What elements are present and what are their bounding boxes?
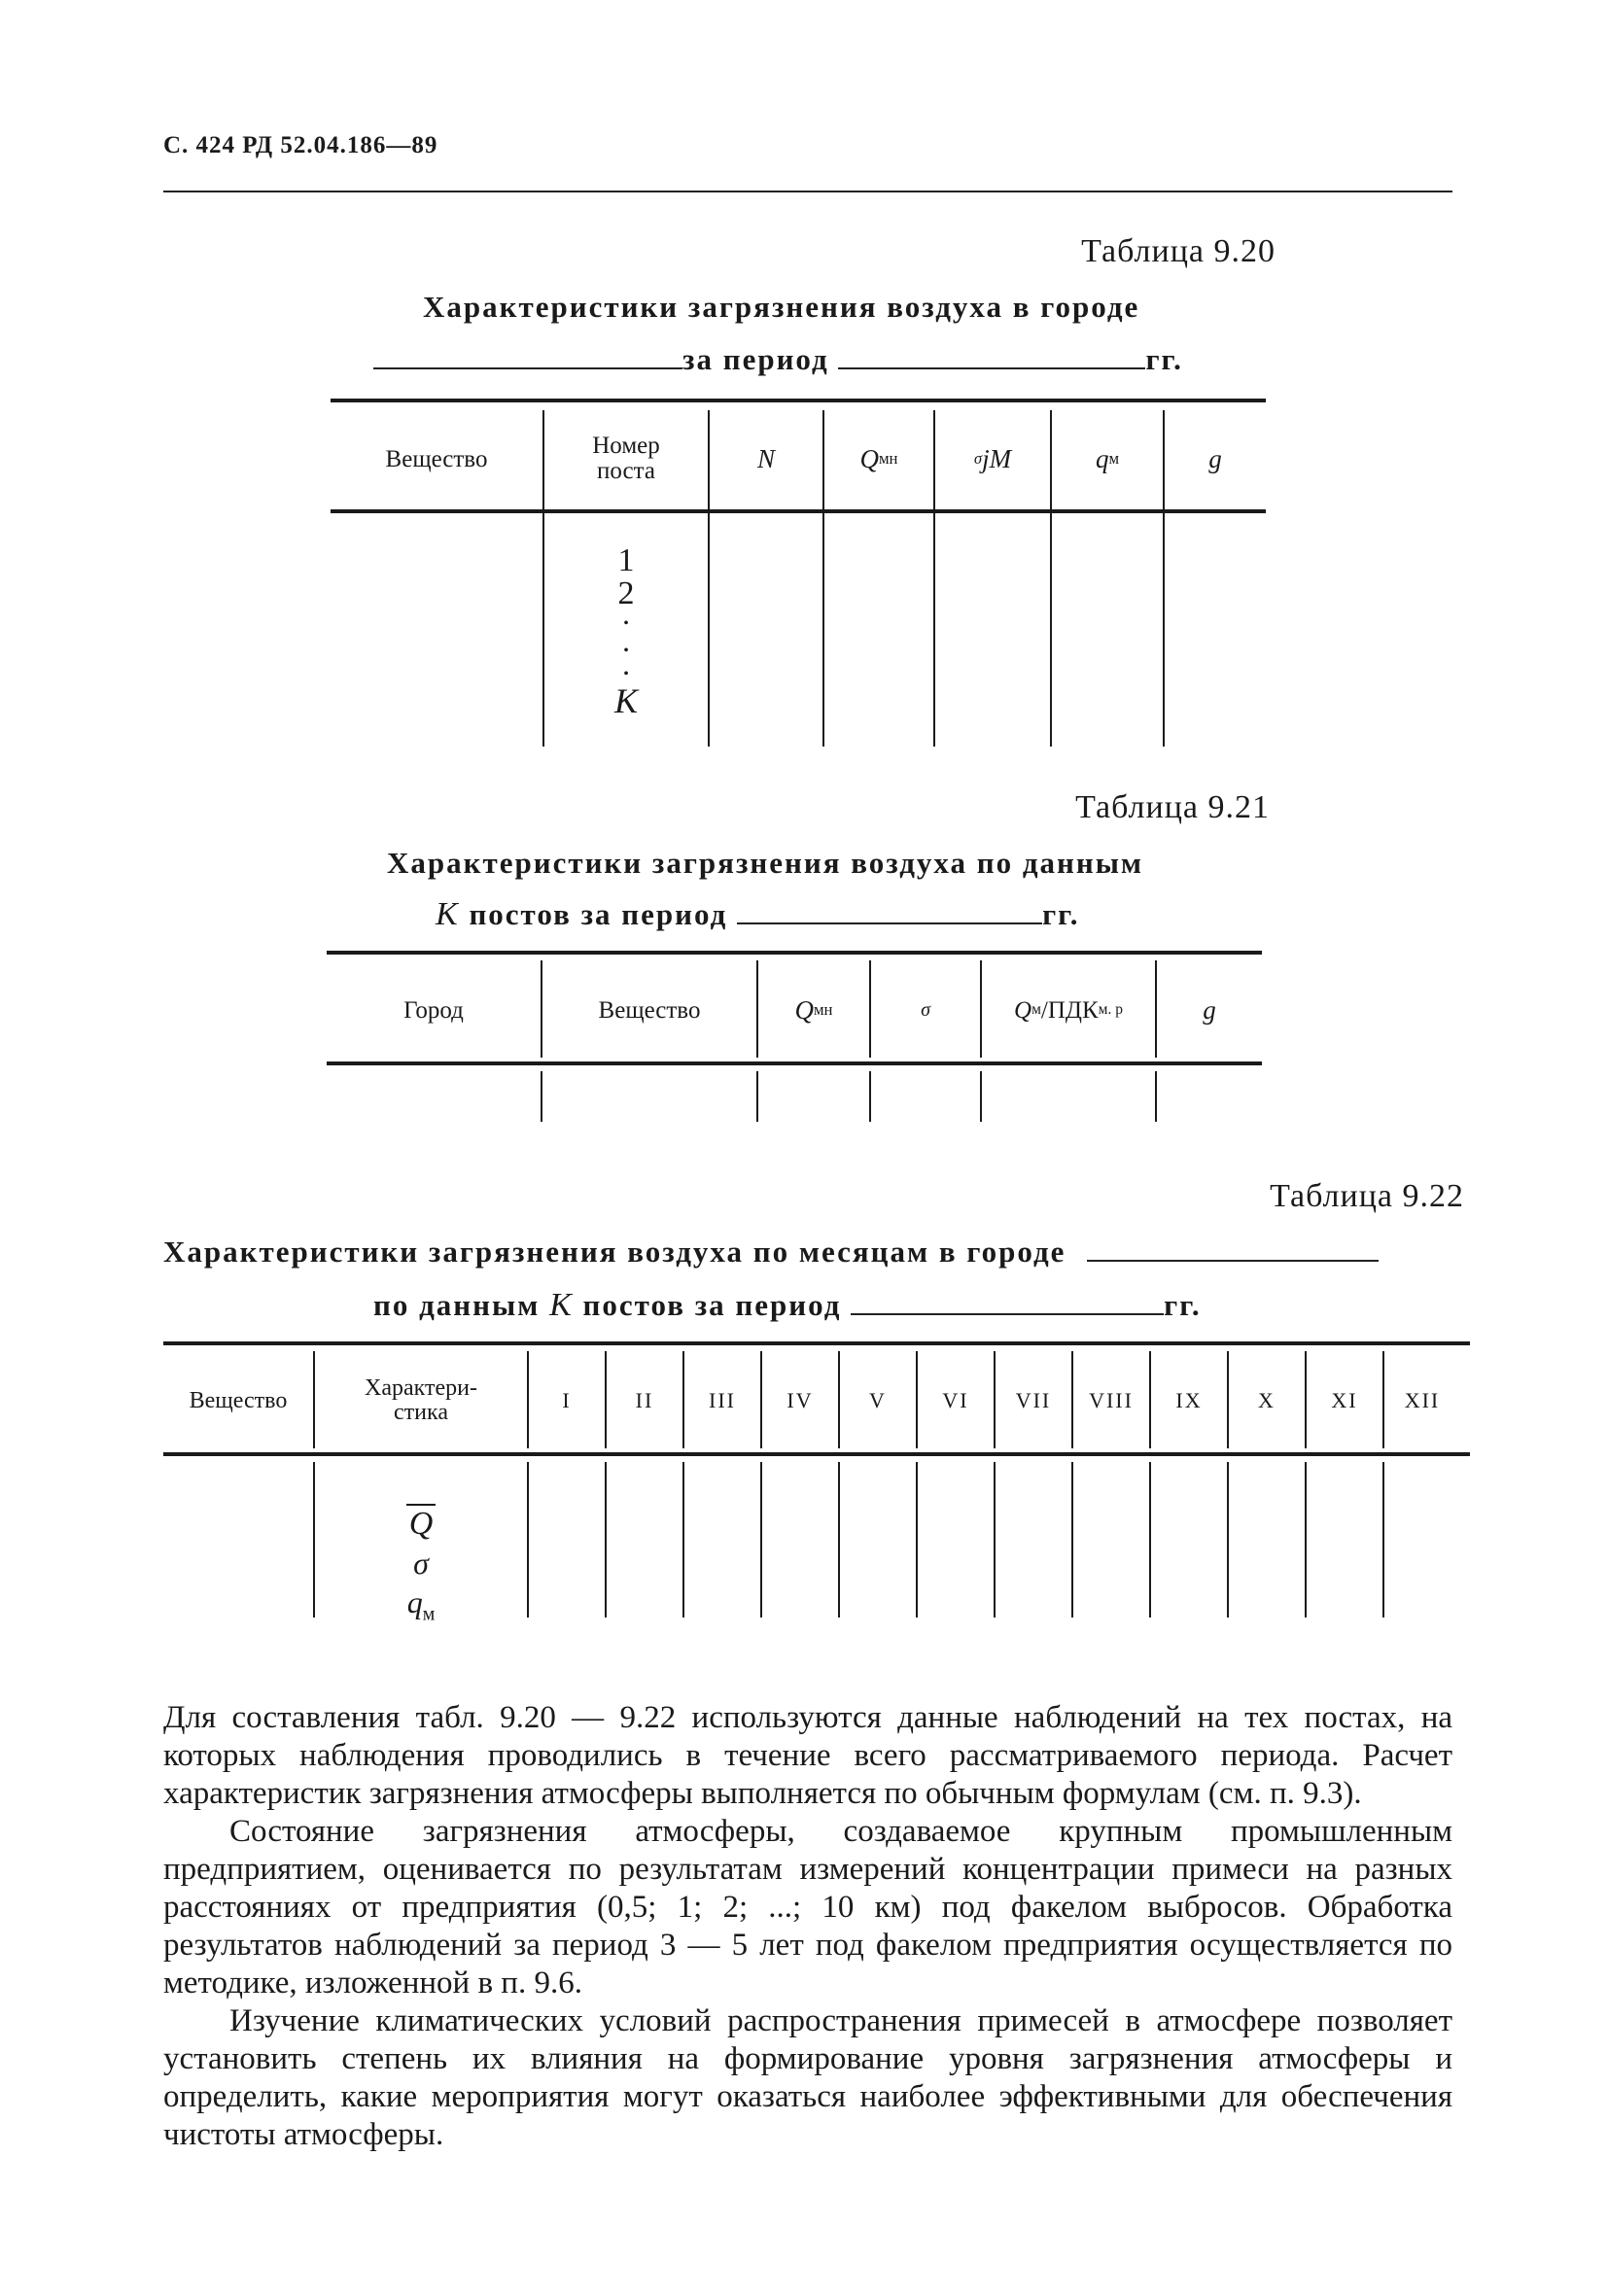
col-header-substance: Вещество xyxy=(385,445,488,472)
col-divider xyxy=(1071,1462,1073,1618)
col-header-g: g xyxy=(1208,443,1222,473)
paragraph-3: Изучение климатических условий распространения примесей в атмосфере позволяет установить степень их влияния на формирование уровня загрязнения атмосферы и определить, какие мероприятия могут оказаться наиболее эффективными для обеспечения чистоты атмосферы. xyxy=(163,2003,1452,2152)
col-header-month: I xyxy=(562,1388,572,1412)
col-header-month: II xyxy=(635,1388,654,1412)
col-header-month: XI xyxy=(1331,1388,1358,1412)
ellipsis-dot: • xyxy=(623,615,629,632)
col-header-month: IX xyxy=(1175,1388,1203,1412)
symbol-q-small: q xyxy=(1095,443,1109,473)
symbol-sigma: σ xyxy=(973,448,983,468)
title-text: Характеристики загрязнения воздуха по месяцам в городе xyxy=(163,1235,1066,1269)
symbol-q-bar: Q xyxy=(406,1504,437,1542)
col-divider xyxy=(838,1462,840,1618)
post-2: 2 xyxy=(617,575,635,611)
col-header-month: VIII xyxy=(1089,1388,1134,1412)
col-header-city: Город xyxy=(403,996,464,1024)
table-top-rule xyxy=(163,1341,1470,1345)
symbol-jm: jM xyxy=(982,443,1012,473)
ellipsis-dot: • xyxy=(623,666,629,682)
subscript-m: м xyxy=(422,1603,436,1625)
col-divider xyxy=(1227,1462,1229,1618)
subscript-mn: мн xyxy=(813,999,833,1019)
subscript-m: м xyxy=(1108,448,1120,468)
col-divider xyxy=(760,1462,762,1618)
col-header-qm-pdk xyxy=(982,958,1155,1061)
col-header-sigma-jm xyxy=(935,408,1050,509)
col-header-qmn xyxy=(758,958,869,1061)
symbol-q: Q xyxy=(794,994,814,1025)
table-head-rule xyxy=(327,1061,1262,1065)
col-divider xyxy=(527,1462,529,1618)
col-divider xyxy=(1149,1462,1151,1618)
col-header-qmn xyxy=(824,408,933,509)
paragraph-1: Для составления табл. 9.20 — 9.22 используются данные наблюдений на тех постах, на которых наблюдения проводились в течение всего рассматриваемого периода. Расчет характеристик загрязнения атмосферы выполняется по обычным формулам (см. п. 9.3). xyxy=(163,1700,1452,1811)
blank-line xyxy=(838,346,1145,369)
col-header-month: XII xyxy=(1404,1388,1441,1412)
col-header-month: V xyxy=(869,1388,887,1412)
col-divider xyxy=(313,1351,315,1448)
col-header-post-number: Номер поста xyxy=(592,432,660,484)
table-head-rule xyxy=(331,509,1266,513)
paragraph-2: Состояние загрязнения атмосферы, создаваемое крупным промышленным предприятием, оценивается по результатам измерений концентрации примеси на разных расстояниях от предприятия (0,5; 1; 2; ...; 10 км) под факелом выбросов. Обработка результатов наблюдений за период 3 — 5 лет под факелом предприятия осуществляется по методике, изложенной в п. 9.6. xyxy=(163,1814,1452,2000)
col-divider xyxy=(313,1462,315,1618)
col-header-characteristic xyxy=(315,1349,527,1452)
period-label: за период xyxy=(682,342,829,376)
col-header-substance: Вещество xyxy=(189,1388,288,1413)
table-921-subtitle xyxy=(436,896,1080,933)
table-920-period xyxy=(373,342,1183,377)
col-divider xyxy=(916,1462,918,1618)
period-suffix: гг. xyxy=(1164,1288,1202,1322)
table-top-rule xyxy=(331,399,1266,402)
blank-line xyxy=(373,346,682,369)
table-922-number: Таблица 9.22 xyxy=(1270,1178,1464,1214)
col-header-month: VII xyxy=(1015,1388,1052,1412)
col-divider xyxy=(605,1462,607,1618)
table-921-number: Таблица 9.21 xyxy=(1075,789,1270,825)
symbol-q-small: q xyxy=(406,1584,423,1619)
post-k: K xyxy=(613,681,638,720)
symbol-q: Q xyxy=(859,443,879,473)
symbol-k: K xyxy=(436,896,460,932)
header-rule xyxy=(163,191,1452,192)
table-921-title: Характеристики загрязнения воздуха по данным xyxy=(387,846,1144,880)
col-divider xyxy=(541,1071,542,1122)
period-suffix: гг. xyxy=(1145,342,1183,376)
table-920 xyxy=(331,399,1266,758)
table-922-title xyxy=(163,1235,1379,1270)
col-header-month: III xyxy=(709,1388,736,1412)
subscript-mn: мн xyxy=(878,448,898,468)
table-921 xyxy=(327,951,1262,1126)
page-header: С. 424 РД 52.04.186—89 xyxy=(163,132,438,158)
col-header-qm xyxy=(1052,408,1163,509)
table-922-subtitle xyxy=(373,1287,1202,1324)
subscript-m: м xyxy=(1031,1001,1041,1019)
characteristic-list xyxy=(315,1505,527,1633)
col-header-g: g xyxy=(1203,994,1216,1025)
table-920-number: Таблица 9.20 xyxy=(1081,233,1276,269)
table-head-rule xyxy=(163,1452,1470,1456)
symbol-q: Q xyxy=(1014,996,1032,1024)
col-header-sigma: σ xyxy=(921,999,930,1021)
col-divider xyxy=(756,1071,758,1122)
col-header-n: N xyxy=(756,443,775,473)
subscript-mr: м. р xyxy=(1098,1001,1123,1019)
body-text xyxy=(163,1699,1452,2154)
subtitle-text: постов за период xyxy=(469,897,728,931)
col-divider xyxy=(869,1071,871,1122)
blank-line xyxy=(1087,1238,1379,1262)
col-header-month: X xyxy=(1258,1388,1276,1412)
ellipsis-dot: • xyxy=(623,643,629,659)
post-number-list xyxy=(544,542,708,720)
col-divider xyxy=(1382,1462,1384,1618)
blank-line xyxy=(851,1292,1164,1315)
char-label-line1: Характери- xyxy=(365,1374,477,1401)
char-qm xyxy=(315,1583,527,1633)
col-header-month: VI xyxy=(942,1388,969,1412)
col-divider xyxy=(1305,1462,1307,1618)
char-sigma: σ xyxy=(413,1546,429,1581)
char-q-bar xyxy=(315,1505,527,1544)
table-top-rule xyxy=(327,951,1262,955)
col-header-substance: Вещество xyxy=(598,996,701,1024)
table-920-title: Характеристики загрязнения воздуха в городе xyxy=(423,290,1140,324)
pdk-label: /ПДК xyxy=(1040,996,1099,1024)
col-divider xyxy=(1155,1071,1157,1122)
blank-line xyxy=(737,901,1042,924)
char-label-line2: стика xyxy=(394,1400,448,1425)
col-divider xyxy=(994,1462,996,1618)
col-header-month: IV xyxy=(787,1388,814,1412)
table-922 xyxy=(163,1341,1470,1623)
subtitle-pre: по данным xyxy=(373,1288,541,1322)
col-divider xyxy=(980,1071,982,1122)
period-suffix: гг. xyxy=(1042,897,1080,931)
symbol-k: K xyxy=(549,1287,574,1323)
post-1: 1 xyxy=(617,542,635,578)
subtitle-text: постов за период xyxy=(582,1288,842,1322)
col-divider xyxy=(682,1462,684,1618)
